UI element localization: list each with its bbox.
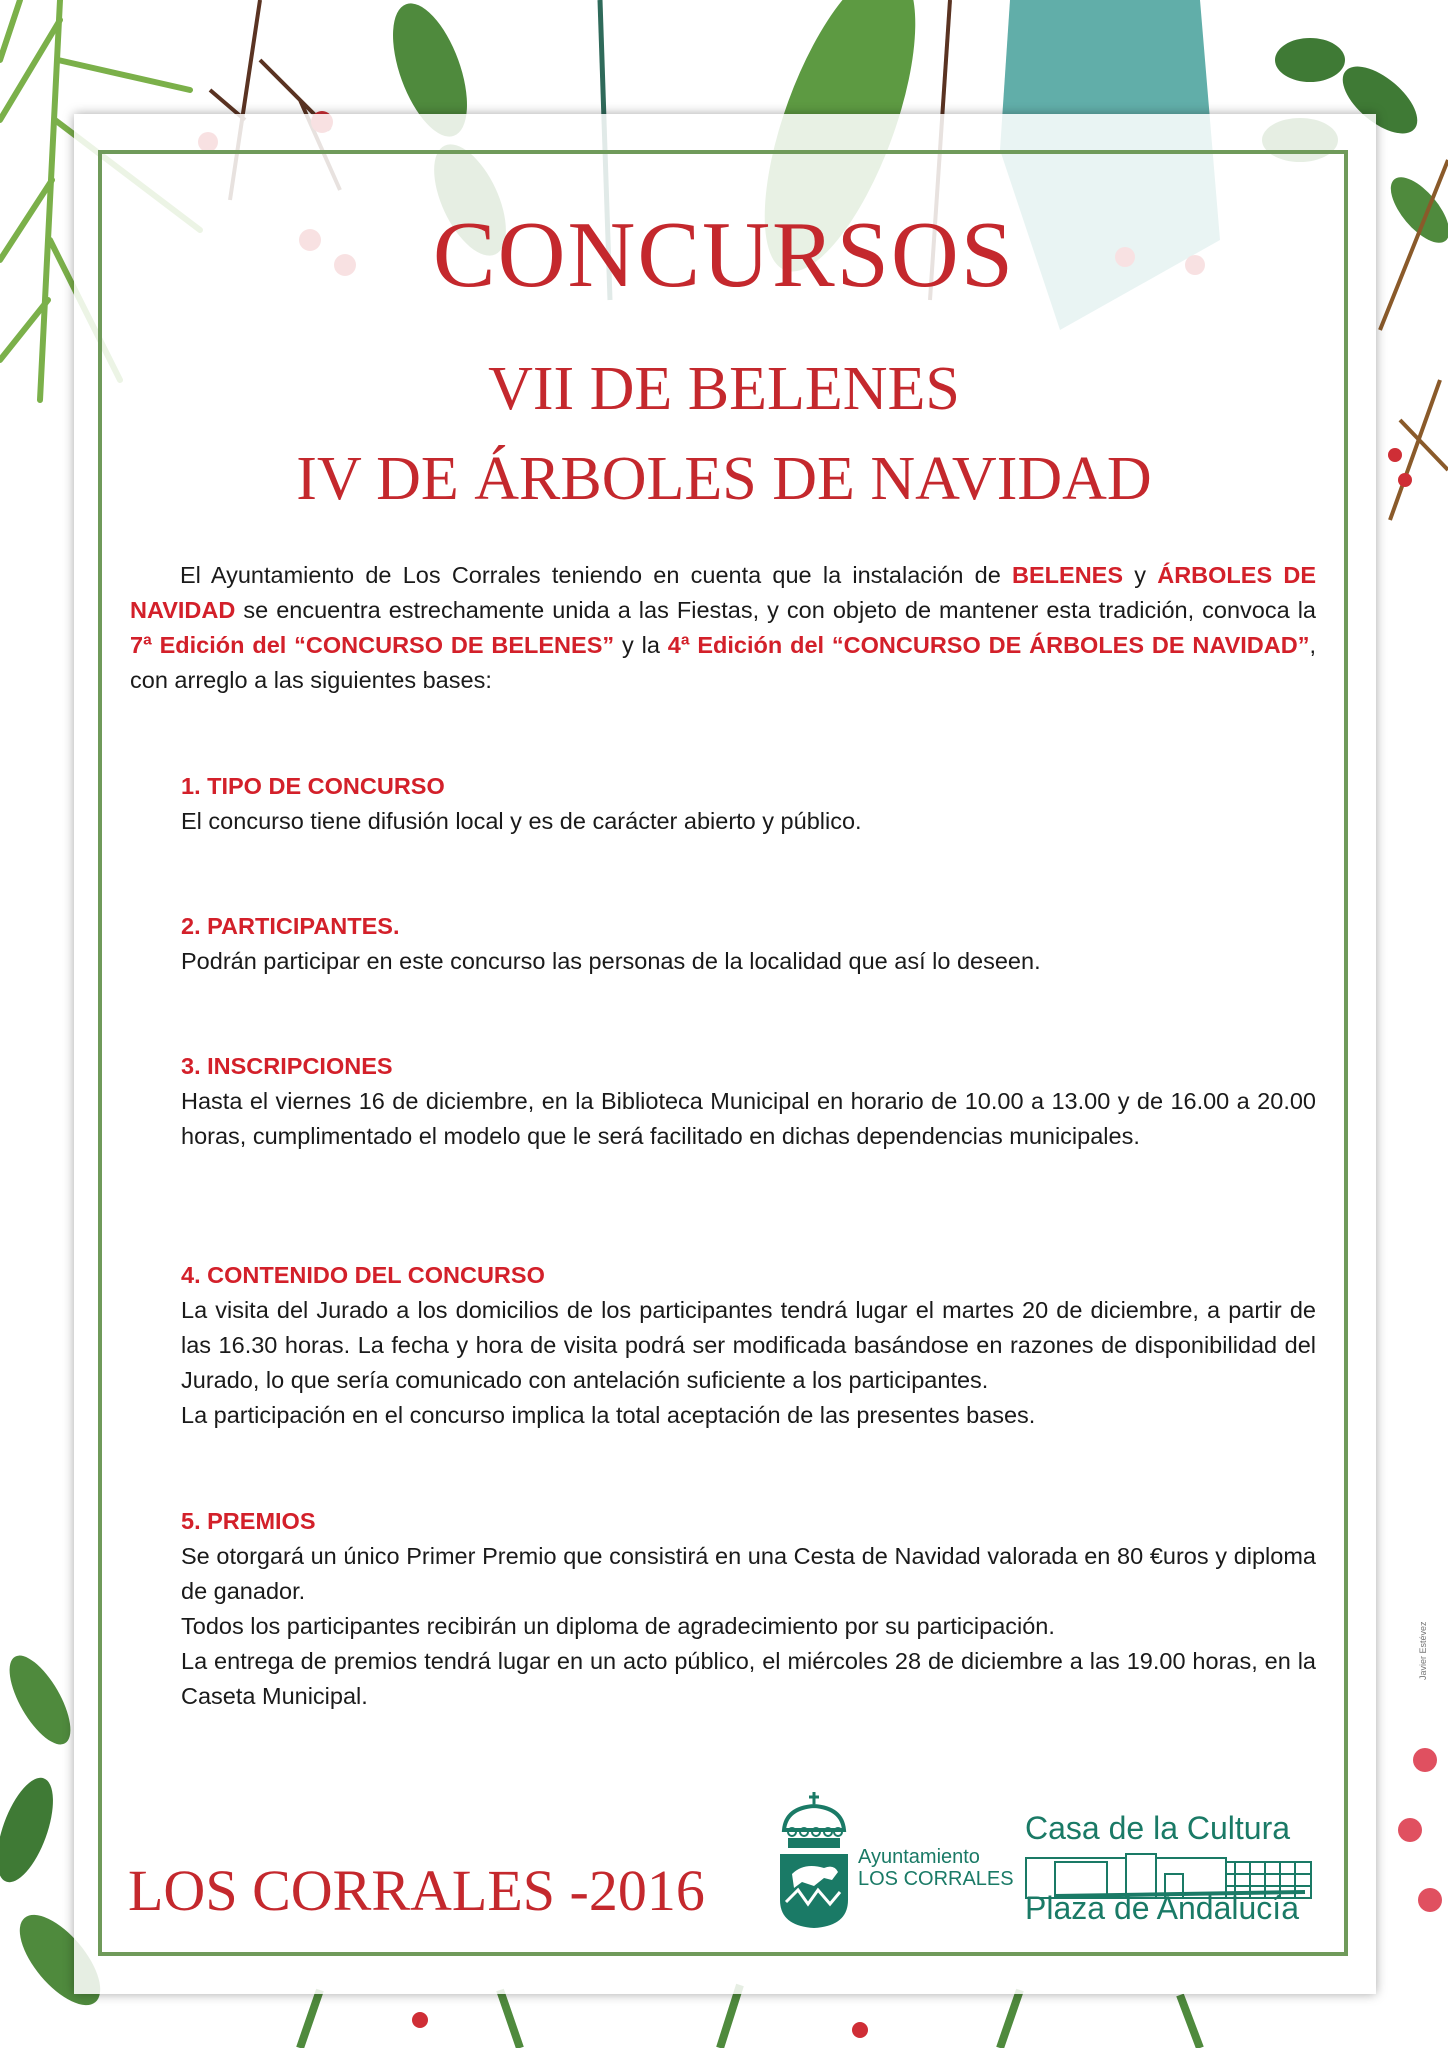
section-body: El concurso tiene difusión local y es de carácter abierto y público. (181, 808, 862, 834)
intro-text: y la (614, 632, 668, 658)
section-body: La participación en el concurso implica la total aceptación de las presentes bases. (181, 1402, 1036, 1428)
section-participantes (181, 909, 1316, 979)
ayuntamiento-label (858, 1846, 1014, 1890)
poster-subtitle-belenes: VII DE BELENES (488, 355, 960, 423)
footer-town-year: LOS CORRALES -2016 (128, 1858, 705, 1923)
section-inscripciones (181, 1049, 1316, 1154)
intro-text: y (1123, 562, 1158, 588)
section-tipo-de-concurso (181, 769, 1316, 839)
section-heading: 5. PREMIOS (181, 1508, 316, 1534)
intro-paragraph (130, 558, 1316, 698)
casa-cultura-subtitle: Plaza de Andalucía (1025, 1890, 1299, 1926)
intro-text: , con arreglo a las siguientes bases: (130, 632, 1316, 693)
section-body: Podrán participar en este concurso las personas de la localidad que así lo deseen. (181, 948, 1041, 974)
intro-highlight: BELENES (1012, 562, 1124, 588)
section-heading: 4. CONTENIDO DEL CONCURSO (181, 1262, 545, 1288)
section-heading: 3. INSCRIPCIONES (181, 1053, 393, 1079)
section-body: Hasta el viernes 16 de diciembre, en la Biblioteca Municipal en horario de 10.00 a 13.00 y de 16.00 a 20.00 horas, cumplimentado el modelo que le será facilitado en dichas dependencias municipales. (181, 1088, 1316, 1149)
section-contenido (181, 1258, 1316, 1433)
ayuntamiento-line2: LOS CORRALES (858, 1868, 1014, 1890)
ayuntamiento-line1: Ayuntamiento (858, 1846, 980, 1868)
intro-highlight: 4ª Edición del “CONCURSO DE ÁRBOLES DE NAVIDAD” (667, 632, 1310, 658)
intro-highlight: ÁRBOLES DE NAVIDAD (130, 562, 1317, 623)
right-edge-foliage (1380, 160, 1448, 1912)
section-body: Se otorgará un único Primer Premio que consistirá en una Cesta de Navidad valorada en 80 €uros y diploma de ganador. (181, 1543, 1316, 1604)
intro-highlight: 7ª Edición del “CONCURSO DE BELENES” (130, 632, 615, 658)
section-premios (181, 1504, 1316, 1714)
intro-text: El Ayuntamiento de Los Corrales teniendo en cuenta que la instalación de (180, 562, 1013, 588)
casa-cultura-title: Casa de la Cultura (1025, 1810, 1291, 1846)
section-body: Todos los participantes recibirán un diploma de agradecimiento por su participación. (181, 1613, 1055, 1639)
poster-title: CONCURSOS (432, 203, 1016, 307)
section-body: La visita del Jurado a los domicilios de los participantes tendrá lugar el martes 20 de diciembre, a partir de las 16.30 horas. La fecha y hora de visita podrá ser modificada basándose en razones de disponibilidad del Jurado, lo que sería comunicado con antelación suficiente a los participantes. (181, 1297, 1316, 1393)
poster-subtitle-arboles: IV DE ÁRBOLES DE NAVIDAD (296, 445, 1152, 513)
section-body: La entrega de premios tendrá lugar en un acto público, el miércoles 28 de diciembre a las 19.00 horas, en la Caseta Municipal. (181, 1648, 1316, 1709)
intro-text: se encuentra estrechamente unida a las Fiestas, y con objeto de mantener esta tradición, convoca la (235, 597, 1316, 623)
section-heading: 1. TIPO DE CONCURSO (181, 773, 445, 799)
section-heading: 2. PARTICIPANTES. (181, 913, 400, 939)
coat-of-arms-icon (774, 1790, 854, 1930)
artist-credit: Javier Estévez (1418, 1621, 1428, 1680)
